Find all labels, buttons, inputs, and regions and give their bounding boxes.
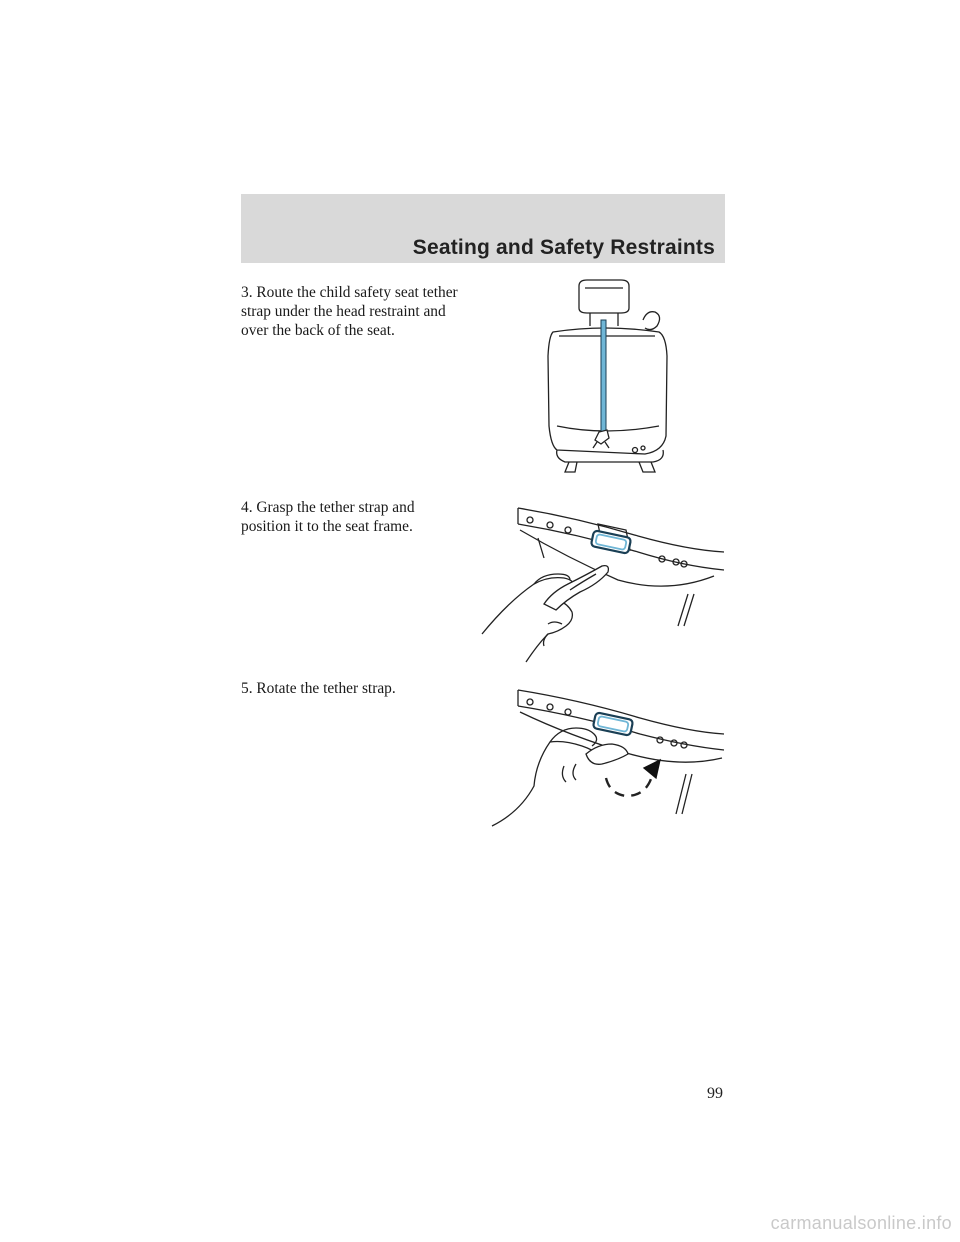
tether-grasp-illustration: [478, 494, 730, 666]
section-title: Seating and Safety Restraints: [412, 236, 715, 259]
step-3-text: 3. Route the child safety seat tether strap under the head restraint and over the back of the seat.: [241, 284, 458, 339]
page-number: 99: [707, 1085, 723, 1102]
watermark: carmanualsonline.info: [770, 1213, 952, 1233]
tether-rotate-illustration: [490, 684, 730, 830]
step-4-text: 4. Grasp the tether strap and position it to the seat frame.: [241, 499, 415, 535]
step-5-text: 5. Rotate the tether strap.: [241, 680, 396, 697]
section-header-band: [241, 194, 725, 263]
seat-back-illustration: [535, 276, 685, 476]
